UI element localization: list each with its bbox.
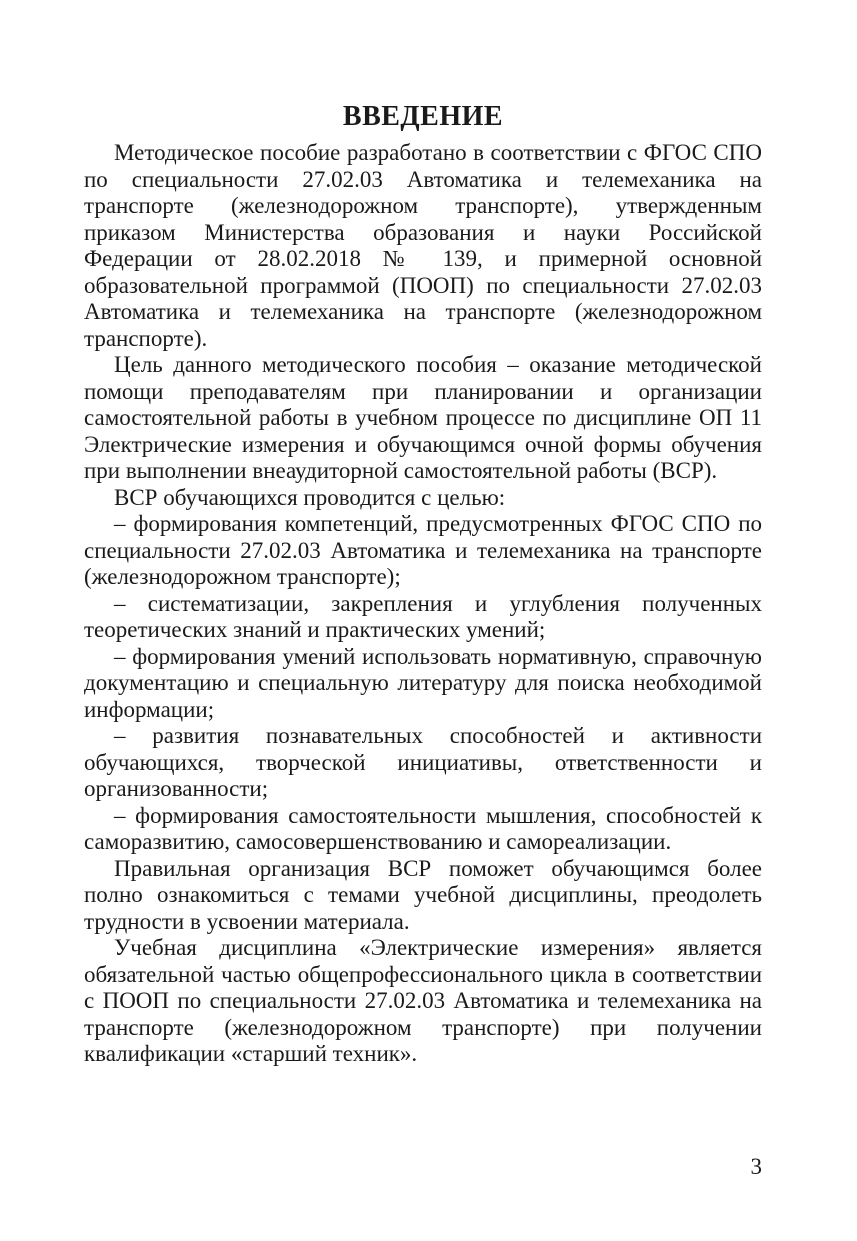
paragraph-purpose: Методическое пособие разработано в соответствии с ФГОС СПО по специальности 27.02.03 Автоматика и телемеханика на транспорте (железнодорожном транспорте), утвержденным приказом Министерства образования и науки Российской Федерации от 28.02.2018 № 139, и примерной основной образовательной программой (ПООП) по специальности 27.02.03 Автоматика и телемеханика на транспорте (железнодорожном транспорте).: [84, 140, 762, 351]
body-text: [84, 140, 762, 1068]
list-item: – формирования умений использовать нормативную, справочную документацию и специальную литературу для поиска необходимой информации;: [84, 643, 762, 722]
paragraph-goal: Цель данного методического пособия – оказание методической помощи преподавателям при планировании и организации самостоятельной работы в учебном процессе по дисциплине ОП 11 Электрические измерения и обучающимся очной формы обучения при выполнении внеаудиторной самостоятельной работы (ВСР).: [84, 352, 762, 483]
list-item: – развития познавательных способностей и активности обучающихся, творческой инициативы, ответственности и организованности;: [84, 723, 762, 801]
page-number: 3: [750, 1154, 762, 1179]
list-item: – систематизации, закрепления и углубления полученных теоретических знаний и практических умений;: [84, 590, 762, 642]
list-item: – формирования компетенций, предусмотренных ФГОС СПО по специальности 27.02.03 Автоматика и телемеханика на транспорте (железнодорожном транспорте);: [84, 511, 762, 589]
paragraph-vsr-intro: ВСР обучающихся проводится с целью:: [114, 484, 506, 510]
paragraph-organization: Правильная организация ВСР поможет обучающимся более полно ознакомиться с темами учебной дисциплины, преодолеть трудности в усвоении материала.: [84, 855, 762, 934]
document-page: [84, 0, 762, 1068]
section-heading: ВВЕДЕНИЕ: [342, 101, 504, 132]
list-item: – формирования самостоятельности мышления, способностей к саморазвитию, самосовершенствованию и самореализации.: [84, 802, 762, 854]
paragraph-discipline: Учебная дисциплина «Электрические измерения» является обязательной частью общепрофессионального цикла в соответствии с ПООП по специальности 27.02.03 Автоматика и телемеханика на транспорте (железнодорожном транспорте) при получении квалификации «старший техник».: [84, 935, 762, 1066]
